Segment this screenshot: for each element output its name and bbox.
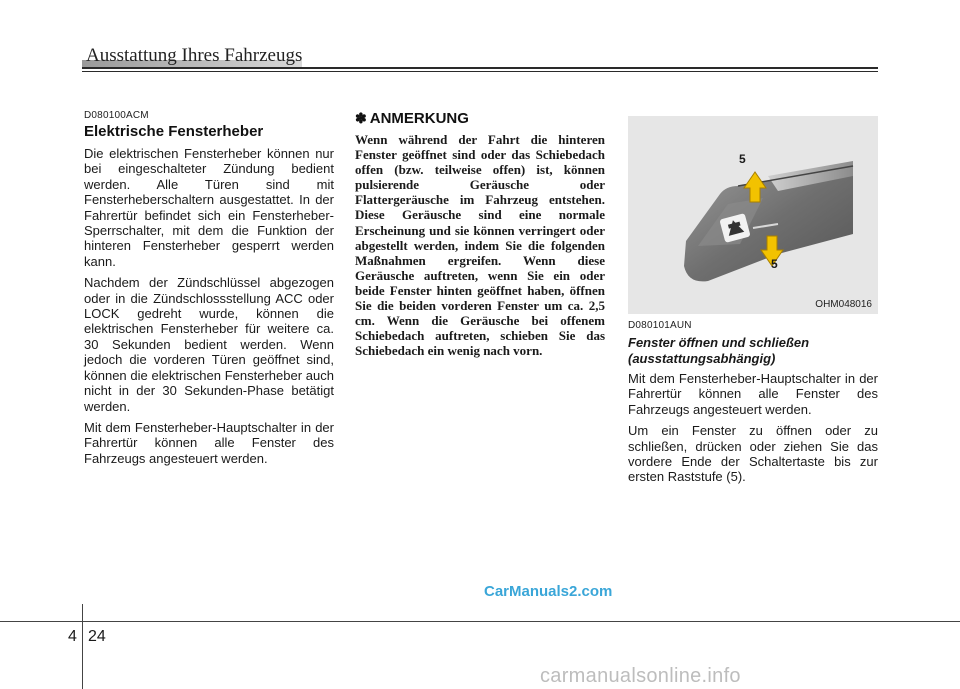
section-code: D080101AUN	[628, 320, 692, 331]
right-column	[628, 113, 878, 491]
page-header-title: Ausstattung Ihres Fahrzeugs	[86, 45, 303, 66]
page-number: 24	[88, 628, 106, 645]
note-heading	[355, 110, 605, 127]
section-heading: Elektrische Fensterheber	[84, 123, 264, 140]
left-column	[84, 110, 334, 472]
footer-divider	[82, 604, 83, 689]
note-column	[355, 110, 605, 358]
watermark-link[interactable]: CarManuals2.com	[484, 583, 613, 600]
window-switch-figure	[628, 116, 878, 314]
paragraph: Nachdem der Zündschlüssel abgezogen oder in die Zündschlossstellung ACC oder LOCK gedreht wurde, können die elektrischen Fensterheber für weitere ca. 30 Sekunden bedient werden. Wenn jedoch die vorderen Türen geöffnet sind, können die elektrischen Fensterheber auch nicht in der 30 Sekunden-Phase betätigt werden.	[84, 275, 334, 414]
window-switch-illustration	[628, 116, 878, 314]
figure-callout-bottom: 5	[771, 257, 778, 271]
note-heading-label: ANMERKUNG	[369, 110, 469, 127]
header-rule	[82, 67, 878, 72]
footer-rule	[0, 621, 960, 622]
figure-callout-top: 5	[739, 152, 746, 166]
note-star-icon: ✽	[355, 110, 367, 126]
note-text: Wenn während der Fahrt die hinteren Fenster geöffnet sind oder das Schiebedach offen (bzw. teilweise offen) ist, können pulsierende Geräusche oder Flattergeräusche im Fahrzeug entstehen. Diese Geräusche sind eine normale Erscheinung und sie können verringert oder abgestellt werden, indem Sie die folgenden Maßnahmen ergreifen. Wenn diese Geräusche auftreten, wenn Sie ein oder beide Fenster hinten geöffnet haben, öffnen Sie die beiden vorderen Fenster um ca. 2,5 cm. Wenn die Geräusche bei offenem Schiebedach auftreten, schieben Sie das Schiebedach ein wenig nach vorn.	[355, 132, 605, 359]
section-code: D080100ACM	[84, 110, 149, 121]
paragraph: Mit dem Fensterheber-Hauptschalter in der Fahrertür können alle Fenster des Fahrzeugs angesteuert werden.	[628, 371, 878, 417]
paragraph: Um ein Fenster zu öffnen oder zu schließen, drücken oder ziehen Sie das vordere Ende der Schaltertaste bis zur ersten Raststufe (5).	[628, 423, 878, 485]
paragraph: Mit dem Fensterheber-Hauptschalter in der Fahrertür können alle Fenster des Fahrzeugs angesteuert werden.	[84, 419, 334, 466]
chapter-number: 4	[68, 628, 77, 645]
figure-code: OHM048016	[815, 299, 872, 310]
section-subheading: Fenster öffnen und schließen (ausstattungsabhängig)	[628, 335, 810, 366]
footer-brand-watermark: carmanualsonline.info	[540, 665, 741, 687]
paragraph: Die elektrischen Fensterheber können nur bei eingeschalteter Zündung bedient werden. Alle Türen sind mit Fensterheberschaltern ausgestattet. In der Fahrertür befindet sich ein Fensterheber-Sperrschalter, mit dem die Funktion der hinteren Fensterheber gesperrt werden kann.	[84, 146, 334, 269]
